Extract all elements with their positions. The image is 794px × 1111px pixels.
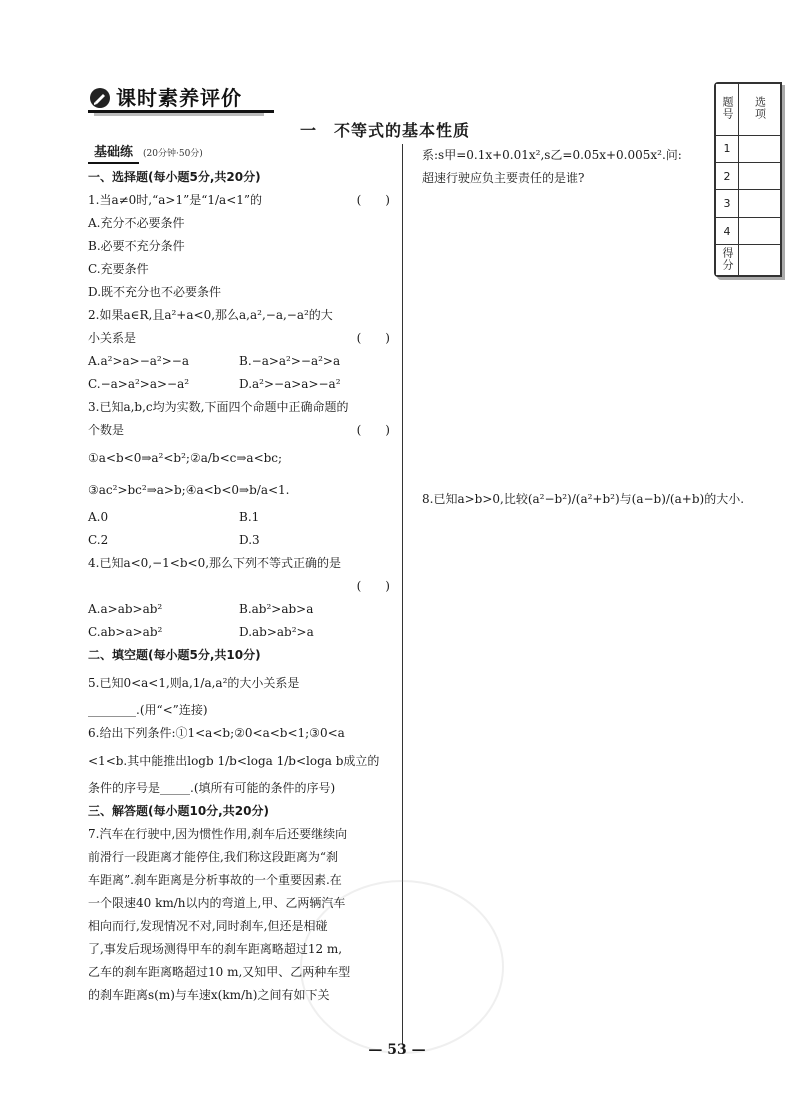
q7-continued-line2: 超速行驶应负主要责任的是谁? [422, 171, 585, 185]
q3-option-d: D.3 [239, 533, 260, 547]
q7-line: 相向而行,发现情况不对,同时刹车,但还是相碰 [88, 919, 328, 933]
q8-question: 8.已知a>b>0,比较(a²−b²)/(a²+b²)与(a−b)/(a+b)的大小. [422, 492, 745, 506]
q7-line: 前滑行一段距离才能停住,我们称这段距离为“刹 [88, 850, 338, 864]
part3-heading: 三、解答题(每小题10分,共20分) [88, 804, 269, 818]
section-title: 一 不等式的基本性质 [300, 121, 471, 140]
q4-option-d: D.ab>ab²>a [239, 625, 314, 639]
q2-option-a: A.a²>a>−a²>−a [88, 354, 189, 368]
q7-line: 了,事发后现场测得甲车的刹车距离略超过12 m, [88, 942, 343, 956]
pencil-icon [88, 86, 112, 110]
q6-line1: 6.给出下列条件:①1<a<b;②0<a<b<1;③0<a [88, 726, 345, 740]
q5-line2: ________.(用“<”连接) [88, 703, 208, 717]
right-column [422, 144, 712, 190]
q3-conditions-line1: ①a<b<0⇒a²<b²;②a/b<c⇒a<bc; [88, 451, 283, 465]
practice-badge-label: 基础练 [88, 144, 139, 164]
q3-options-row1 [88, 506, 390, 529]
q3-options-row2 [88, 529, 390, 552]
q2-option-c: C.−a>a²>a>−a² [88, 377, 190, 391]
q4-option-c: C.ab>a>ab² [88, 625, 163, 639]
q3-answer-paren[interactable]: ( ) [356, 423, 390, 437]
answer-row-number: 1 [716, 135, 739, 162]
q7-line: 乙车的刹车距离略超过10 m,又知甲、乙两种车型 [88, 965, 351, 979]
answer-table [714, 82, 782, 277]
q3-option-b: B.1 [239, 510, 260, 524]
answer-table-header-option: 选项 [739, 84, 781, 136]
score-cell[interactable] [739, 245, 781, 276]
q7-line: 一个限速40 km/h以内的弯道上,甲、乙两辆汽车 [88, 896, 346, 910]
q2-option-b: B.−a>a²>−a²>a [239, 354, 341, 368]
q2-stem-line2: 小关系是 ( ) [88, 327, 390, 350]
q7-line: 的刹车距离s(m)与车速x(km/h)之间有如下关 [88, 988, 330, 1002]
q7-continued-line1: 系:s甲=0.1x+0.01x²,s乙=0.05x+0.005x².问: [422, 148, 682, 162]
q4-answer-paren[interactable]: ( ) [356, 579, 390, 593]
answer-row-number: 4 [716, 217, 739, 244]
q1-answer-paren[interactable]: ( ) [356, 193, 390, 207]
q2-options-row2 [88, 373, 390, 396]
practice-badge-time: (20分钟·50分) [143, 149, 203, 159]
lesson-header-title: 课时素养评价 [116, 86, 242, 110]
q2-option-d: D.a²>−a>a>−a² [239, 377, 341, 391]
answer-cell[interactable] [739, 135, 781, 162]
q1-option-b: B.必要不充分条件 [88, 239, 185, 253]
q3-stem-line2: 个数是 ( ) [88, 419, 390, 442]
page-number: — 53 — [368, 1042, 426, 1058]
q1-option-a: A.充分不必要条件 [88, 216, 185, 230]
q5-line1: 5.已知0<a<1,则a,1/a,a²的大小关系是 [88, 676, 300, 690]
answer-table-header-number: 题号 [716, 84, 739, 136]
left-column [88, 144, 390, 1007]
part2-heading: 二、填空题(每小题5分,共10分) [88, 648, 261, 662]
q6-line3: 条件的序号是_____.(填所有可能的条件的序号) [88, 781, 336, 795]
answer-cell[interactable] [739, 190, 781, 217]
q2-options-row1 [88, 350, 390, 373]
score-label: 得分 [716, 245, 739, 276]
q4-options-row1 [88, 598, 390, 621]
q4-stem: 4.已知a<0,−1<b<0,那么下列不等式正确的是 [88, 556, 342, 570]
header-underline-shadow [94, 113, 264, 116]
q2-answer-paren[interactable]: ( ) [356, 331, 390, 345]
q3-stem-line1: 3.已知a,b,c均为实数,下面四个命题中正确命题的 [88, 400, 349, 414]
q4-paren-line [88, 575, 390, 598]
q4-options-row2 [88, 621, 390, 644]
answer-row-number: 3 [716, 190, 739, 217]
q1-option-c: C.充要条件 [88, 262, 149, 276]
q2-stem-line1: 2.如果a∈R,且a²+a<0,那么a,a²,−a,−a²的大 [88, 308, 333, 322]
watermark-seal [300, 880, 504, 1054]
q7-line: 7.汽车在行驶中,因为惯性作用,刹车后还要继续向 [88, 827, 348, 841]
q7-line: 车距离”.刹车距离是分析事故的一个重要因素.在 [88, 873, 342, 887]
practice-badge [88, 144, 390, 166]
part1-heading: 一、选择题(每小题5分,共20分) [88, 170, 261, 184]
q3-option-c: C.2 [88, 533, 109, 547]
q4-option-b: B.ab²>ab>a [239, 602, 314, 616]
q6-line2: <1<b.其中能推出logb 1/b<loga 1/b<loga b成立的 [88, 754, 380, 768]
q3-conditions-line2: ③ac²>bc²⇒a>b;④a<b<0⇒b/a<1. [88, 483, 290, 497]
lesson-header [88, 82, 274, 116]
q1-stem: 1.当a≠0时,“a>1”是“1/a<1”的 ( ) [88, 189, 390, 212]
q1-option-d: D.既不充分也不必要条件 [88, 285, 222, 299]
answer-cell[interactable] [739, 217, 781, 244]
answer-cell[interactable] [739, 162, 781, 189]
q4-option-a: A.a>ab>ab² [88, 602, 163, 616]
answer-row-number: 2 [716, 162, 739, 189]
q3-option-a: A.0 [88, 510, 109, 524]
